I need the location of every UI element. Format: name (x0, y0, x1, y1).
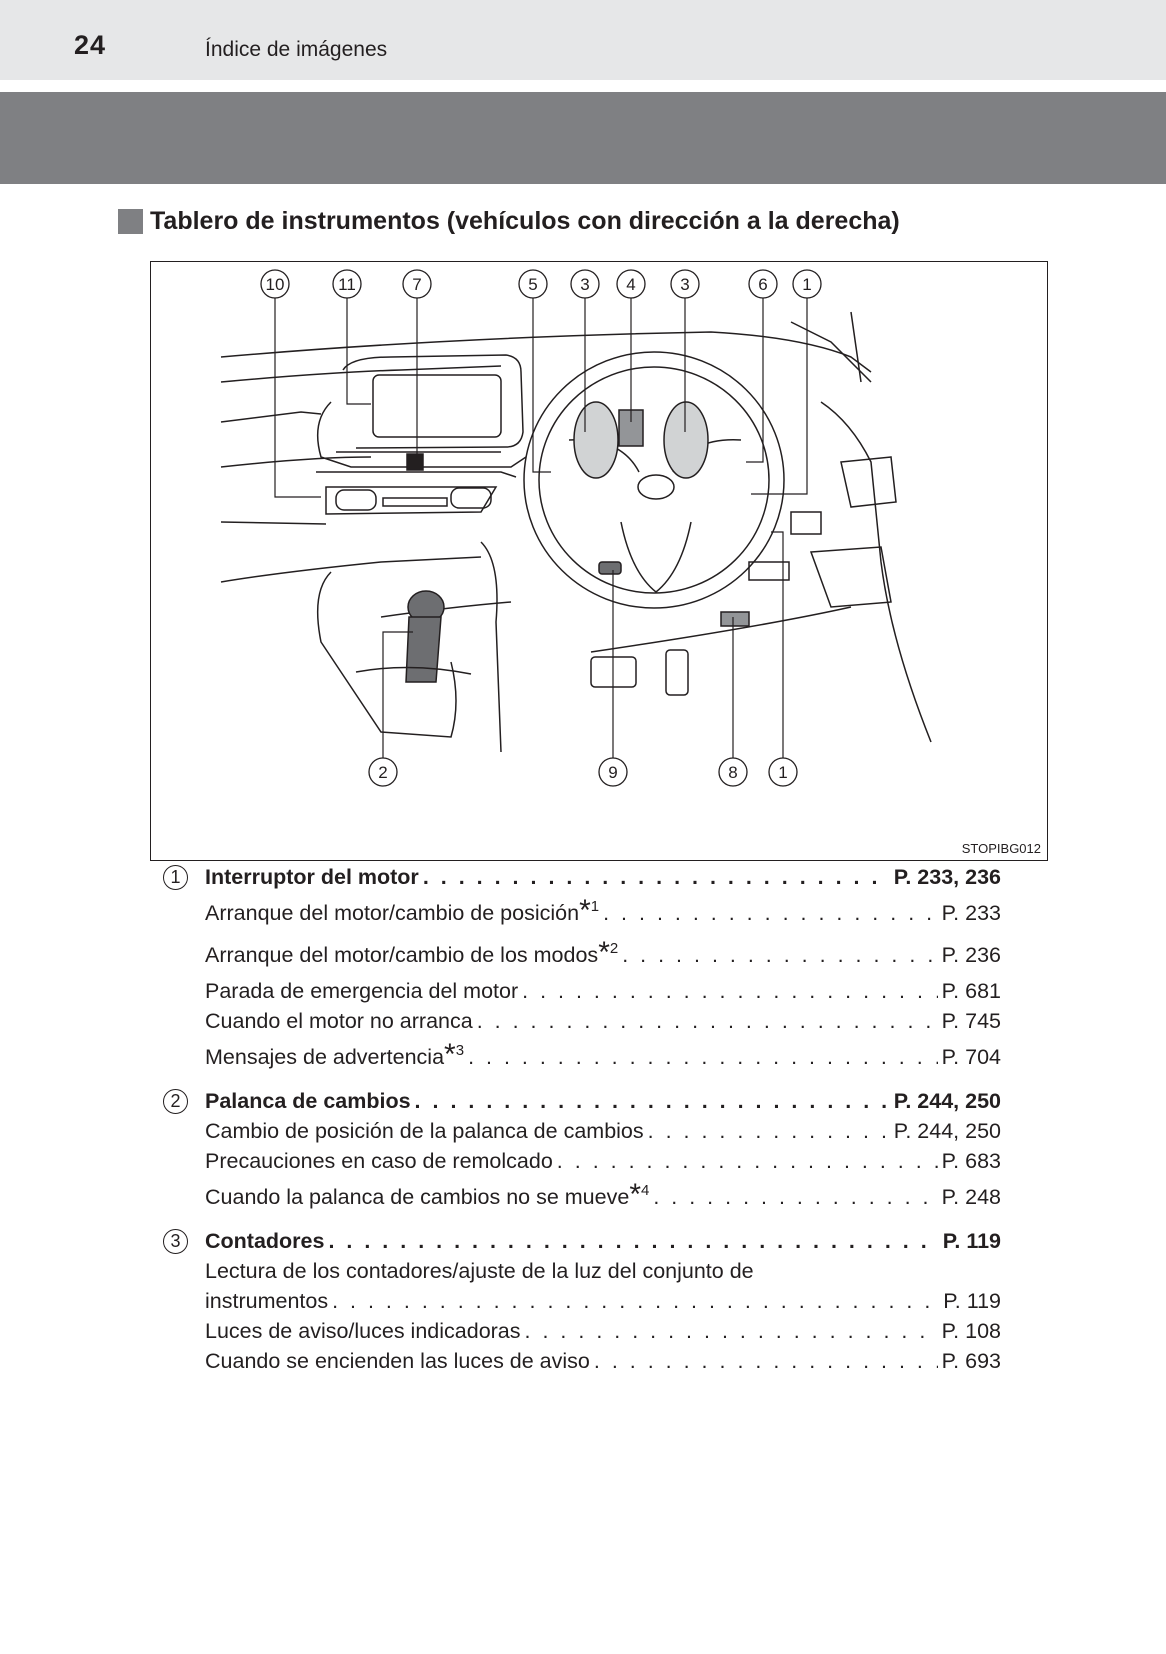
sub-item-row (205, 1006, 1001, 1036)
index-entry-2 (0, 1086, 1166, 1218)
sub-item-ref: P. 704 (941, 1045, 1001, 1069)
sub-item-label: Cuando se encienden las luces de aviso (205, 1349, 590, 1373)
instrument-panel-figure (150, 261, 1048, 861)
entry-number-badge: 2 (163, 1089, 188, 1114)
sub-item-row: Arranque del motor/cambio de los modos*$^2$ . . . P. 236 (205, 934, 1001, 976)
mirror-control (791, 512, 821, 534)
entry-ref: P. 233, 236 (893, 865, 1001, 889)
callout-label-3b: 3 (680, 275, 690, 294)
sub-item-label: Arranque del motor/cambio de posición (205, 901, 580, 925)
sub-item-row (205, 1346, 1001, 1376)
sub-item-ref: P. 108 (941, 1319, 1001, 1343)
callout-label-2: 2 (378, 763, 388, 782)
right-door (721, 312, 931, 742)
sub-item-ref: P. 693 (941, 1349, 1001, 1373)
header-band (0, 0, 1166, 80)
sub-item-ref: P. 248 (941, 1185, 1001, 1209)
instrument-panel-illustration (151, 262, 1047, 860)
index-entry-3 (0, 1226, 1166, 1376)
entry-title-row (205, 1086, 1001, 1116)
sub-item-label: Cuando la palanca de cambios no se mueve (205, 1185, 630, 1209)
hazard-button (407, 454, 423, 470)
section-bar (0, 92, 1166, 184)
section-heading-text: Tablero de instrumentos (vehículos con dirección a la derecha) (150, 206, 900, 235)
entry-number-badge: 3 (163, 1229, 188, 1254)
sub-item-label: instrumentos (205, 1289, 329, 1313)
sub-item-label: Cambio de posición de la palanca de cambios (205, 1119, 644, 1143)
footnote-mark: 3 (455, 1042, 465, 1059)
sub-item-ref: P. 233 (941, 901, 1001, 925)
sub-item-row (205, 976, 1001, 1006)
entry-title: Palanca de cambios (205, 1089, 411, 1113)
infotainment-screen (373, 375, 501, 437)
sub-item-row: Mensajes de advertencia*$^3$ . . . P. 704 (205, 1036, 1001, 1078)
sub-item-label: Mensajes de advertencia (205, 1045, 445, 1069)
dashboard-outline (221, 332, 871, 752)
sub-item-row (205, 1316, 1001, 1346)
section-heading (118, 206, 900, 236)
hood-release (721, 612, 749, 626)
sub-item-row: Arranque del motor/cambio de posición*$^1$ . . . P. 233 (205, 892, 1001, 934)
sub-item-ref: P. 683 (941, 1149, 1001, 1173)
sub-item-ref: P. 236 (941, 943, 1001, 967)
callout-lines (275, 298, 807, 772)
entry-number-badge: 1 (163, 865, 188, 890)
callout-label-4: 4 (626, 275, 636, 294)
sub-item-row: Cuando la palanca de cambios no se mueve*$^4$ . . . P. 248 (205, 1176, 1001, 1218)
vent-control-left (336, 490, 376, 510)
callout-label-8: 8 (728, 763, 738, 782)
entry-title: Contadores (205, 1229, 325, 1253)
sub-item-label: Precauciones en caso de remolcado (205, 1149, 553, 1173)
gear-shift (356, 591, 471, 682)
page-number: 24 (74, 30, 107, 60)
index-entries (0, 862, 1166, 1376)
callout-label-1a: 1 (802, 275, 812, 294)
figure-code: STOPIBG012 (961, 841, 1041, 856)
sub-item-label: Cuando el motor no arranca (205, 1009, 473, 1033)
entry-title-row (205, 862, 1001, 892)
sub-item-label: Parada de emergencia del motor (205, 979, 519, 1003)
heading-square-icon (118, 209, 143, 234)
sub-item-ref: P. 119 (943, 1289, 1001, 1313)
callout-label-11: 11 (338, 275, 356, 294)
sub-item-ref: P. 681 (941, 979, 1001, 1003)
entry-title-row (205, 1226, 1001, 1256)
callout-label-9: 9 (608, 763, 618, 782)
callout-label-10: 10 (265, 275, 285, 294)
footnote-mark: 1 (590, 898, 600, 915)
sub-item-ref: P. 244, 250 (893, 1119, 1001, 1143)
entry-ref: P. 119 (942, 1229, 1001, 1253)
sub-item-row (205, 1146, 1001, 1176)
footnote-mark: 2 (609, 940, 619, 957)
callout-label-5: 5 (528, 275, 538, 294)
callout-label-1b: 1 (778, 763, 788, 782)
index-entry-1 (0, 862, 1166, 1078)
entry-ref: P. 244, 250 (893, 1089, 1001, 1113)
tilt-lever (599, 562, 621, 574)
sub-item-label: Arranque del motor/cambio de los modos (205, 943, 599, 967)
callout-label-7: 7 (412, 275, 422, 294)
entry-title: Interruptor del motor (205, 865, 419, 889)
sub-item-row (205, 1286, 1001, 1316)
header-title: Índice de imágenes (205, 38, 388, 61)
sub-item-row (205, 1116, 1001, 1146)
sub-item-ref: P. 745 (941, 1009, 1001, 1033)
callout-label-6: 6 (758, 275, 768, 294)
callout-label-3a: 3 (580, 275, 590, 294)
climate-buttons (383, 498, 447, 506)
footnote-mark: 4 (641, 1182, 650, 1199)
sub-item-label: Luces de aviso/luces indicadoras (205, 1319, 521, 1343)
sub-item-label-line1: Lectura de los contadores/ajuste de la luz del conjunto de (205, 1259, 754, 1283)
steering-wheel (524, 352, 784, 608)
pedals (591, 650, 688, 695)
